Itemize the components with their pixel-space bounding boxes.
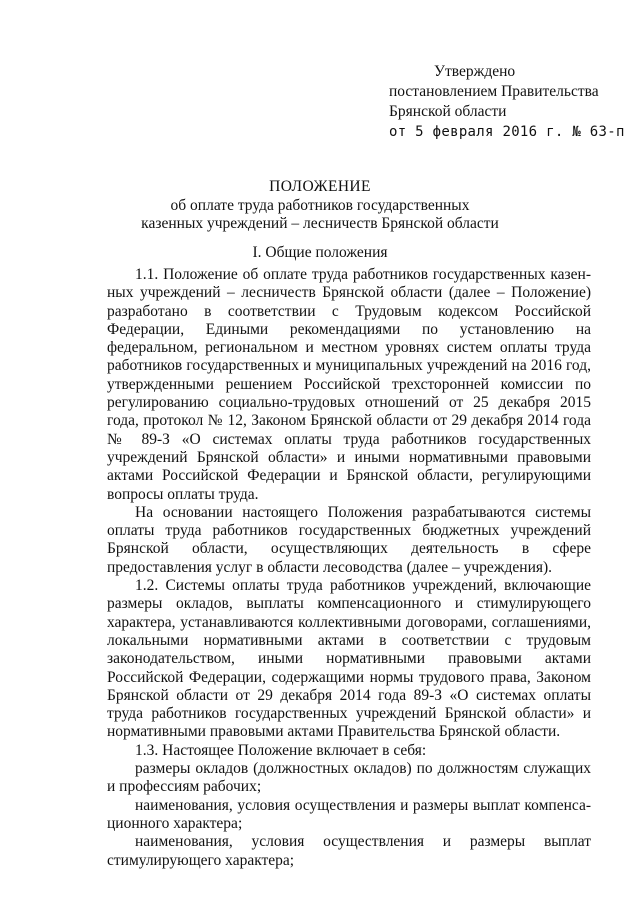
paragraph-1-3: 1.3. Настоящее Положение включает в себя:: [135, 741, 427, 759]
list-item-compensation: наименования, условия осуществления и размеры выплат компенсационного характера;: [107, 796, 591, 832]
approval-region: Брянской области: [389, 103, 507, 120]
document-body: [107, 266, 591, 870]
approval-label: Утверждено: [434, 63, 516, 80]
document-title: ПОЛОЖЕНИЕ: [269, 178, 371, 195]
document-subtitle-line2: казенных учреждений – лесничеств Брянской области: [141, 215, 499, 232]
section-heading: I. Общие положения: [252, 244, 388, 261]
paragraph-1-2: 1.2. Системы оплаты труда работников учреждений, включающие размеры окладов, выплаты компенсационного и стимулирующего характера, устанавливаются коллективными договорами, соглашениями, локальными нормативными актами в соответствии с трудовым законодательством, иными нормативными правовыми актами Российской Федерации, содержащими нормы трудового права, Законом Брянской области от 29 декабря 2014 года 89-З «О системах оплаты труда работников государственных учреждений Брянской области» и нормативными правовыми актами Правительства Брянской области.: [107, 577, 591, 741]
document-subtitle-line1: об оплате труда работников государственных: [170, 197, 470, 214]
approval-date-number: от 5 февраля 2016 г. № 63-п: [389, 124, 625, 140]
list-item-salaries: размеры окладов (должностных окладов) по должностям служащих и профессиям рабочих;: [107, 760, 591, 796]
paragraph-basis: На основании настоящего Положения разрабатываются системы оплаты труда работников государственных бюджетных учреждений Брянской области, осуществляющих деятельность в сфере предоставления услуг в области лесоводства (далее – учреждения).: [107, 503, 591, 576]
paragraph-1-1: 1.1. Положение об оплате труда работников государственных казенных учреждений – лесничеств Брянской области (далее – Положение) разработано в соответствии с Трудовым кодексом Российской Федерации, Едиными рекомендациями по установлению на федеральном, региональном и местном уровнях систем оплаты труда работников государственных и муниципальных учреждений на 2016 год, утвержденными решением Российской трехсторонней комиссии по регулированию социально-трудовых отношений от 25 декабря 2015 года, протокол № 12, Законом Брянской области от 29 декабря 2014 года № 89-З «О системах оплаты труда работников государственных учреждений Брянской области» и иными нормативными правовыми актами Российской Федерации и Брянской области, регулирующими вопросы оплаты труда.: [107, 266, 591, 503]
approval-stamp: [389, 62, 625, 142]
approval-authority: постановлением Правительства: [389, 83, 599, 100]
list-item-incentive: наименования, условия осуществления и размеры выплат стимулирующего характера;: [107, 833, 591, 869]
